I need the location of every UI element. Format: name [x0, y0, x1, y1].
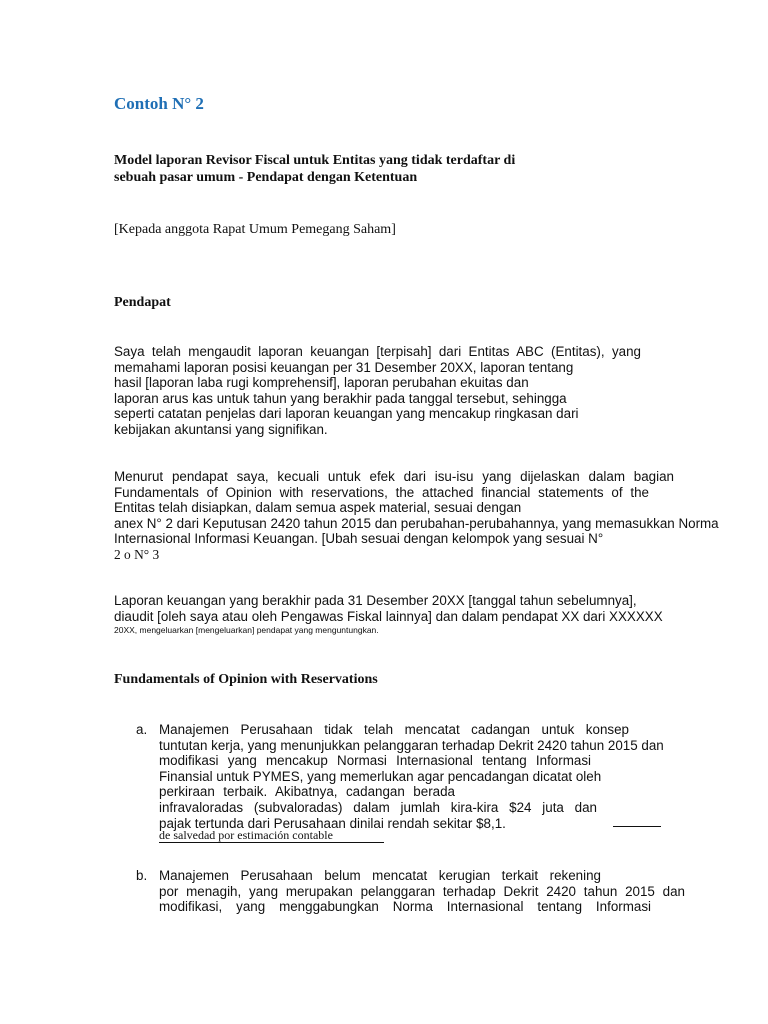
- paragraph-line: Entitas telah disiapkan, dalam semua aspek material, sesuai dengan: [114, 500, 522, 516]
- paragraph-line: seperti catatan penjelas dari laporan keuangan yang mencakup ringkasan dari: [114, 406, 579, 422]
- page-heading: Contoh N° 2: [114, 94, 204, 113]
- model-title-line-1: Model laporan Revisor Fiscal untuk Entitas yang tidak terdaftar di: [114, 153, 516, 168]
- paragraph-audit-scope: [114, 344, 641, 438]
- paragraph-line: laporan arus kas untuk tahun yang berakhir pada tanggal tersebut, sehingga: [114, 390, 567, 406]
- list-item-line: perkiraan terbaik. Akibatnya, cadangan berada: [159, 784, 455, 800]
- paragraph-line: 2 o N° 3: [114, 546, 160, 562]
- list-item-b: [159, 868, 689, 915]
- paragraph-line: Fundamentals of Opinion with reservations, the attached financial statements of the: [114, 484, 649, 500]
- list-item-line: tuntutan kerja, yang menunjukkan pelanggaran terhadap Dekrit 2420 tahun 2015 dan: [159, 737, 664, 753]
- list-item-line: modifikasi, yang menggabungkan Norma Internasional tentang Informasi: [159, 899, 651, 915]
- paragraph-line: hasil [laporan laba rugi komprehensif], laporan perubahan ekuitas dan: [114, 375, 529, 391]
- list-marker-a: a.: [136, 722, 148, 737]
- list-marker-b: b.: [136, 868, 148, 883]
- list-item-line: Manajemen Perusahaan tidak telah mencatat cadangan untuk konsep: [159, 722, 629, 737]
- list-item-a: [159, 722, 669, 831]
- paragraph-line: Menurut pendapat saya, kecuali untuk efek dari isu-isu yang dijelaskan dalam bagian: [114, 469, 674, 484]
- paragraph-line: diaudit [oleh saya atau oleh Pengawas Fiskal lainnya] dan dalam pendapat XX dari XXXXXX: [114, 608, 663, 624]
- paragraph-line: anex N° 2 dari Keputusan 2420 tahun 2015 dan perubahan-perubahannya, yang memasukkan Norma: [114, 515, 719, 531]
- paragraph-line: Laporan keuangan yang berakhir pada 31 Desember 20XX [tanggal tahun sebelumnya],: [114, 593, 637, 608]
- paragraph-opinion: [114, 469, 719, 563]
- model-title-line-2: sebuah pasar umum - Pendapat dengan Ketentuan: [114, 170, 418, 185]
- list-item-line: pajak tertunda dari Perusahaan dinilai rendah sekitar $8,1.: [159, 815, 506, 831]
- paragraph-line: kebijakan akuntansi yang signifikan.: [114, 421, 328, 437]
- paragraph-line: Saya telah mengaudit laporan keuangan [terpisah] dari Entitas ABC (Entitas), yang: [114, 344, 641, 359]
- note-underline: [159, 842, 384, 843]
- section-heading-fundamentals: Fundamentals of Opinion with Reservations: [114, 672, 378, 687]
- paragraph-line: 20XX, mengeluarkan [mengeluarkan] pendapat yang menguntungkan.: [114, 625, 379, 636]
- list-item-line: modifikasi yang mencakup Normasi Internasional tentang Informasi: [159, 753, 591, 769]
- list-item-line: infravaloradas (subvaloradas) dalam jumlah kira-kira $24 juta dan: [159, 799, 597, 815]
- list-item-line: por menagih, yang merupakan pelanggaran terhadap Dekrit 2420 tahun 2015 dan: [159, 883, 685, 899]
- list-item-line: Manajemen Perusahaan belum mencatat kerugian terkait rekening: [159, 868, 601, 883]
- paragraph-line: memahami laporan posisi keuangan per 31 Desember 20XX, laporan tentang: [114, 359, 574, 375]
- blank-underline: [613, 826, 661, 827]
- salvedad-note: de salvedad por estimación contable: [159, 828, 333, 842]
- list-item-line: Finansial untuk PYMES, yang memerlukan agar pencadangan dicatat oleh: [159, 768, 602, 784]
- section-heading-pendapat: Pendapat: [114, 295, 171, 310]
- paragraph-line: Internasional Informasi Keuangan. [Ubah sesuai dengan kelompok yang sesuai N°: [114, 531, 604, 547]
- paragraph-prior-period: [114, 593, 694, 636]
- addressee: [Kepada anggota Rapat Umum Pemegang Saham]: [114, 222, 396, 237]
